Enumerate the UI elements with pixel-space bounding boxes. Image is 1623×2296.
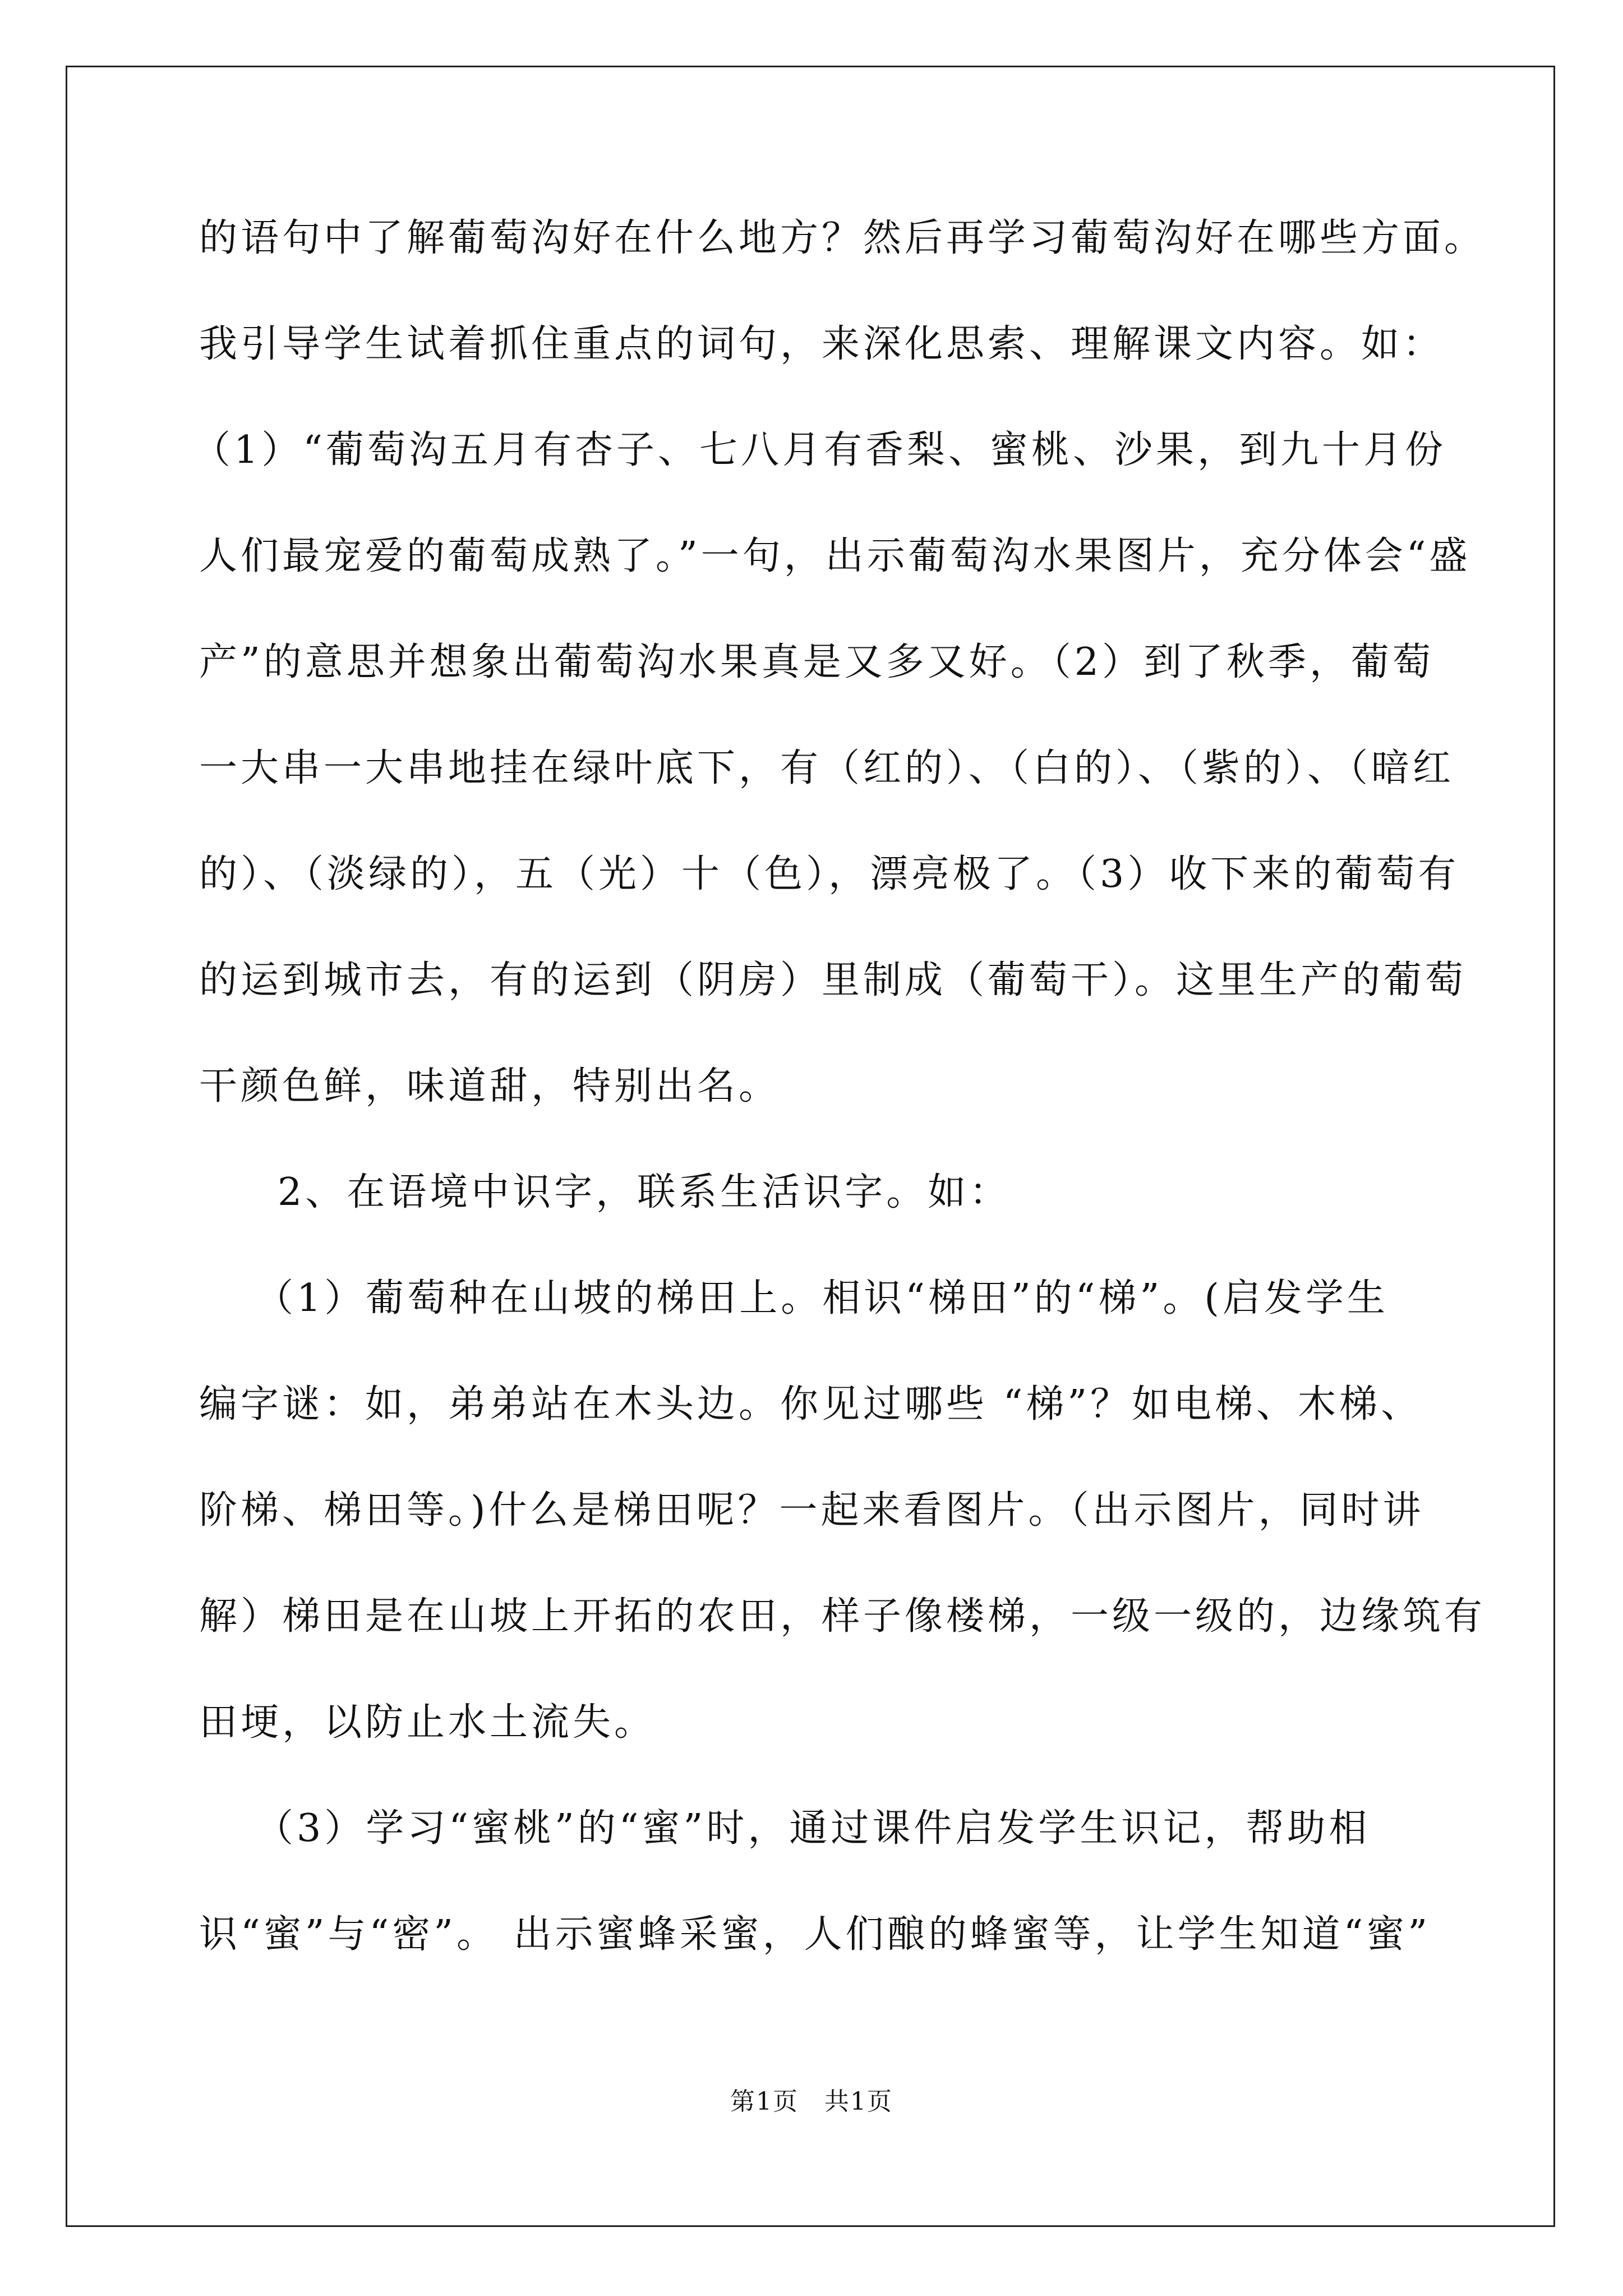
document-body [192, 208, 1486, 2010]
text-line-11: （1）葡萄种在山坡的梯田上。相识“梯田”的“梯”。(启发学生 [255, 1276, 1389, 1320]
text-line-16: （3）学习“蜜桃”的“蜜”时，通过课件启发学生识记，帮助相 [255, 1806, 1371, 1851]
text-line-4: 人们最宠爱的葡萄成熟了。”一句，出示葡萄沟水果图片，充分体会“盛 [199, 534, 1471, 578]
text-line-3: （1）“葡萄沟五月有杏子、七八月有香梨、蜜桃、沙果，到九十月份 [192, 428, 1447, 472]
text-line-13: 阶梯、梯田等。)什么是梯田呢？一起来看图片。（出示图片，同时讲 [199, 1488, 1424, 1533]
text-line-6: 一大串一大串地挂在绿叶底下，有（红的）、（白的）、（紫的）、（暗红 [199, 746, 1455, 790]
text-line-9: 干颜色鲜，味道甜，特别出名。 [199, 1064, 781, 1108]
text-line-17: 识“蜜”与“密”。 出示蜜蜂采蜜，人们酿的蜂蜜等，让学生知道“蜜” [199, 1912, 1431, 1957]
text-line-10: 2、在语境中识字，联系生活识字。如： [278, 1170, 1011, 1214]
page-footer: 第1页 共1页 [730, 2087, 893, 2116]
text-line-8: 的运到城市去，有的运到（阴房）里制成（葡萄干）。这里生产的葡萄 [199, 958, 1467, 1002]
text-line-7: 的）、（淡绿的），五（光）十（色），漂亮极了。（3）收下来的葡萄有 [199, 852, 1460, 896]
text-line-1: 的语句中了解葡萄沟好在什么地方？然后再学习葡萄沟好在哪些方面。 [199, 216, 1486, 260]
text-line-15: 田埂，以防止水土流失。 [199, 1700, 656, 1745]
text-line-5: 产”的意思并想象出葡萄沟水果真是又多又好。（2）到了秋季，葡萄 [199, 640, 1435, 684]
text-line-2: 我引导学生试着抓住重点的词句，来深化思索、理解课文内容。如： [199, 322, 1445, 366]
text-line-12: 编字谜：如，弟弟站在木头边。你见过哪些 “梯”？如电梯、木梯、 [199, 1382, 1423, 1427]
text-line-14: 解）梯田是在山坡上开拓的农田，样子像楼梯，一级一级的，边缘筑有 [199, 1594, 1486, 1639]
